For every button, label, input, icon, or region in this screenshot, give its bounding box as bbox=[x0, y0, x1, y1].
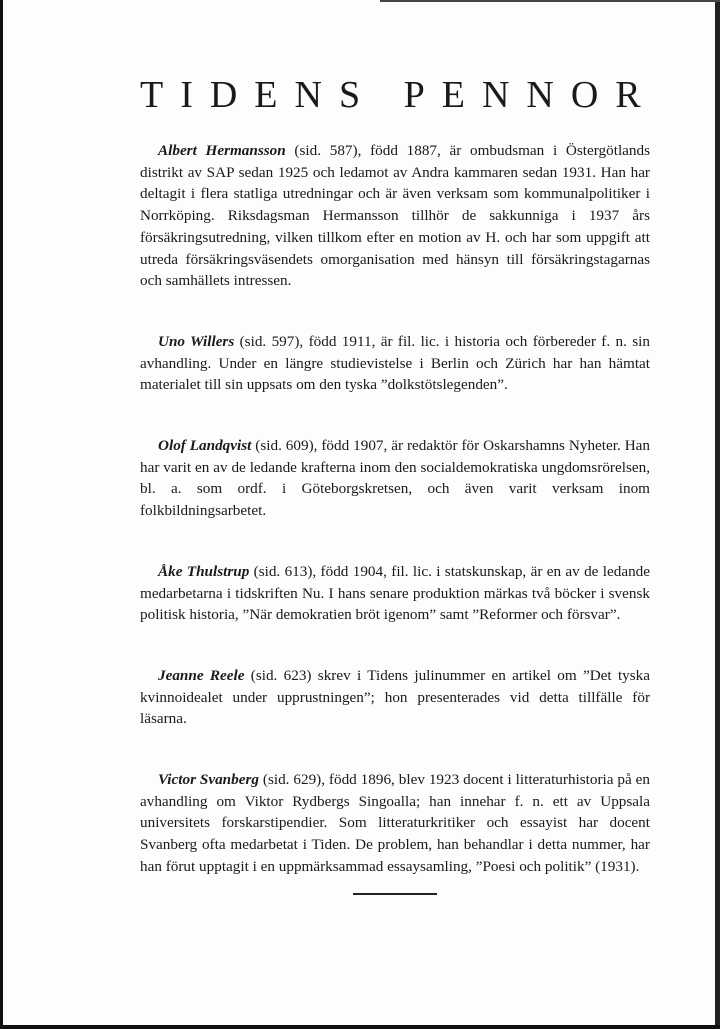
contributor-bio: (sid. 613), född 1904, fil. lic. i statskunskap, är en av de ledande medarbetarna i tidskriften Nu. I hans senare produktion märkas två böcker i svensk politisk historia, ”När demokratien bröt igenom” samt ”Reformer och försvar”. bbox=[140, 562, 650, 624]
page-title: TIDENS PENNOR bbox=[140, 74, 658, 116]
contributor-name: Åke Thulstrup bbox=[158, 562, 250, 580]
contributor-bio: (sid. 623) skrev i Tidens julinummer en artikel om ”Det tyska kvinnoidealet under upprustningen”; hon presenterades vid detta tillfälle för läsarna. bbox=[140, 666, 651, 728]
contributor-list bbox=[140, 140, 650, 917]
contributor-name: Olof Landqvist bbox=[158, 437, 252, 455]
contributor-entry-willers bbox=[140, 331, 650, 396]
contributor-bio: (sid. 609), född 1907, är redaktör för Oskarshamns Nyheter. Han har varit en av de ledande krafterna inom den socialdemokratiska ungdomsrörelsen, bl. a. som ordf. i Göteborgskretsen, och även varit verksam inom folkbildningsarbetet. bbox=[140, 437, 651, 520]
contributor-entry-svanberg bbox=[140, 769, 650, 878]
scan-edge-right bbox=[715, 0, 720, 1029]
scan-edge-bottom bbox=[0, 1025, 720, 1029]
contributor-name: Albert Hermansson bbox=[158, 142, 286, 159]
scan-edge-top bbox=[380, 0, 720, 2]
contributor-entry-landqvist bbox=[140, 435, 650, 522]
contributor-name: Jeanne Reele bbox=[158, 666, 245, 684]
contributor-name: Victor Svanberg bbox=[158, 771, 259, 789]
contributor-bio: (sid. 587), född 1887, är ombudsman i Östergötlands distrikt av SAP sedan 1925 och ledamot av Andra kammaren sedan 1931. Han har deltagit i flera statliga utredningar och är även verksam som kommunalpolitiker i Norrköping. Riksdagsman Hermansson tillhör de sakkunniga i 1937 års försäkringsutredning, vilken tillkom efter en motion av H. och har som uppgift att utreda försäkringsväsendets omorganisation med hänsyn till försäkringstagarnas och samhällets intressen. bbox=[140, 142, 651, 290]
contributor-name: Uno Willers bbox=[158, 332, 235, 350]
scan-edge-left bbox=[0, 0, 3, 1029]
contributor-entry-thulstrup bbox=[140, 561, 650, 626]
closing-divider bbox=[353, 893, 437, 895]
contributor-entry-hermansson bbox=[140, 140, 650, 292]
contributor-bio: (sid. 629), född 1896, blev 1923 docent i litteraturhistoria på en avhandling om Viktor Rydbergs Singoalla; han innehar f. n. ett av Uppsala universitets forskarstipendier. Som litteraturkritiker och essayist har docent Svanberg ofta medarbetat i Tiden. De problem, han behandlar i detta nummer, har han förut upptagit i en uppmärksammad essaysamling, ”Poesi och politik” (1931). bbox=[140, 771, 651, 875]
contributor-bio: (sid. 597), född 1911, är fil. lic. i historia och förbereder f. n. sin avhandling. Under en längre studievistelse i Berlin och Zürich har han hämtat materialet till sin uppsats om den tyska ”dolkstötslegenden”. bbox=[140, 332, 650, 394]
contributor-entry-reele bbox=[140, 665, 650, 730]
